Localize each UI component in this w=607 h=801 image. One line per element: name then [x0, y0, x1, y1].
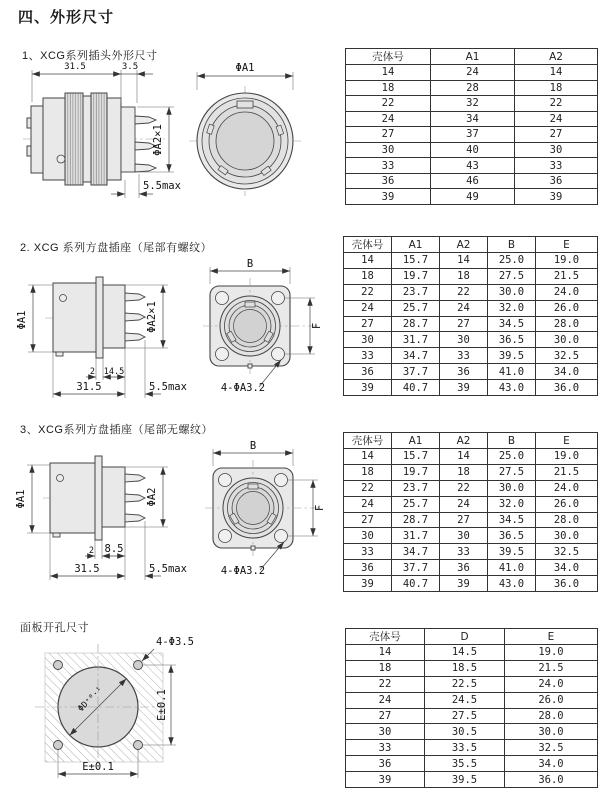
table-cell: 30.0 — [536, 528, 598, 544]
table-cell: 39 — [440, 576, 488, 592]
table-cell: 18 — [440, 268, 488, 284]
table-cell: 24.0 — [536, 284, 598, 300]
table-cell: 36 — [344, 364, 392, 380]
table-cell: 27 — [344, 316, 392, 332]
table-row — [346, 189, 598, 205]
table-cell: 27 — [440, 512, 488, 528]
table-row — [346, 676, 598, 692]
table-cell: 14 — [346, 65, 431, 81]
table-cell: 39 — [440, 380, 488, 396]
table-row — [346, 708, 598, 724]
table-cell: 32 — [431, 96, 515, 112]
table-cell: 22 — [346, 676, 425, 692]
table-cell: 22.5 — [425, 676, 505, 692]
table-cell: 34.7 — [392, 544, 440, 560]
table-cell: 36 — [515, 173, 598, 189]
table-cell: 39 — [344, 576, 392, 592]
dim-phiA1 — [197, 62, 293, 90]
dim-label-3-5: 3.5 — [121, 62, 139, 72]
table-cell: 27.5 — [488, 268, 536, 284]
table-cell: 40 — [431, 142, 515, 158]
table-cell: 36 — [440, 364, 488, 380]
table-cell: 14 — [344, 253, 392, 269]
dim-label-phiA1: ΦA1 — [16, 310, 28, 330]
table-cell: 28.0 — [505, 708, 598, 724]
table-cell: 32.0 — [488, 300, 536, 316]
table-cell: 46 — [431, 173, 515, 189]
table-cell: 32.0 — [488, 496, 536, 512]
data-table — [345, 48, 598, 205]
table-cell: 36.0 — [536, 380, 598, 396]
table-row — [346, 692, 598, 708]
table-cell: 32.5 — [536, 544, 598, 560]
table-row — [346, 142, 598, 158]
column-header: E — [505, 629, 598, 645]
table-row — [346, 724, 598, 740]
table-cell: 24.0 — [536, 480, 598, 496]
table-cell: 27.5 — [488, 464, 536, 480]
dim-label-phiA1: ΦA1 — [15, 489, 27, 509]
data-table — [345, 628, 598, 788]
table-cell: 15.7 — [392, 253, 440, 269]
table-cell: 25.7 — [392, 496, 440, 512]
dim-label-5-5max: 5.5max — [149, 563, 187, 575]
table-row — [344, 253, 598, 269]
table-cell: 22 — [346, 96, 431, 112]
section-1-title: 1、XCG系列插头外形尺寸 — [22, 50, 158, 62]
table-cell: 33.5 — [425, 740, 505, 756]
table-cell: 30.0 — [488, 284, 536, 300]
socket-side-view — [53, 277, 145, 358]
column-header: 壳体号 — [344, 433, 392, 449]
table-cell: 24 — [440, 300, 488, 316]
dim-label-5-5max: 5.5max — [143, 180, 181, 192]
table-header-row — [344, 433, 598, 449]
table-cell: 33 — [346, 158, 431, 174]
table-row — [346, 645, 598, 661]
table-cell: 19.0 — [536, 253, 598, 269]
table-cell: 24 — [344, 300, 392, 316]
table-row — [344, 576, 598, 592]
table-cell: 19.0 — [505, 645, 598, 661]
table-cell: 24 — [431, 65, 515, 81]
dim-label-F: F — [311, 322, 323, 330]
dim-label-F: F — [314, 504, 326, 512]
table-cell: 30.0 — [505, 724, 598, 740]
table-cell: 14 — [515, 65, 598, 81]
table-cell: 43.0 — [488, 576, 536, 592]
table-row — [346, 756, 598, 772]
table-cell: 39.5 — [425, 772, 505, 788]
table-cell: 24.0 — [505, 676, 598, 692]
dim-label-phiA2x1: ΦA2×1 — [152, 124, 164, 156]
table-header-row — [346, 49, 598, 65]
panel-cutout-view — [35, 644, 165, 770]
table-row — [344, 332, 598, 348]
table-cell: 43 — [431, 158, 515, 174]
table-cell: 21.5 — [505, 660, 598, 676]
table-cell: 34.0 — [536, 364, 598, 380]
section-3-title: 3、XCG系列方盘插座（尾部无螺纹） — [20, 424, 213, 436]
table-cell: 24 — [515, 111, 598, 127]
table-cell: 28.0 — [536, 316, 598, 332]
table-cell: 27 — [440, 316, 488, 332]
column-header: A2 — [440, 237, 488, 253]
column-header: B — [488, 237, 536, 253]
table-row — [344, 528, 598, 544]
table-cell: 22 — [344, 480, 392, 496]
plug-front-view — [189, 86, 301, 196]
dim-label-8-5: 8.5 — [104, 543, 124, 555]
table-cell: 31.7 — [392, 332, 440, 348]
column-header: A2 — [440, 433, 488, 449]
dim-label-E-right: E±0.1 — [156, 689, 168, 721]
table-header-row — [346, 629, 598, 645]
table-cell: 15.7 — [392, 449, 440, 465]
table-cell: 34.5 — [488, 316, 536, 332]
dim-label-B: B — [249, 440, 257, 452]
table-cell: 27 — [346, 708, 425, 724]
section-4-table — [345, 628, 597, 788]
table-cell: 39 — [344, 380, 392, 396]
table-row — [344, 380, 598, 396]
table-cell: 18.5 — [425, 660, 505, 676]
table-cell: 30 — [440, 332, 488, 348]
table-cell: 19.7 — [392, 268, 440, 284]
table-cell: 39 — [346, 772, 425, 788]
table-cell: 49 — [431, 189, 515, 205]
column-header: A1 — [431, 49, 515, 65]
table-cell: 18 — [346, 80, 431, 96]
table-cell: 40.7 — [392, 576, 440, 592]
table-row — [344, 268, 598, 284]
section-3-drawing — [15, 438, 335, 603]
table-cell: 32.5 — [505, 740, 598, 756]
data-table — [343, 236, 598, 396]
table-cell: 22 — [440, 480, 488, 496]
table-row — [344, 449, 598, 465]
table-cell: 23.7 — [392, 284, 440, 300]
table-row — [346, 80, 598, 96]
table-cell: 14.5 — [425, 645, 505, 661]
table-cell: 34.5 — [488, 512, 536, 528]
table-row — [344, 364, 598, 380]
table-cell: 27 — [346, 127, 431, 143]
table-cell: 30 — [346, 142, 431, 158]
dim-label-4-phiA3-2: 4-ΦA3.2 — [220, 382, 266, 394]
dim-label-phiA2: ΦA2 — [146, 487, 158, 507]
table-row — [344, 464, 598, 480]
table-row — [346, 772, 598, 788]
column-header: B — [488, 433, 536, 449]
table-row — [344, 300, 598, 316]
section-3-table — [343, 432, 597, 592]
socket-side-view — [50, 456, 145, 540]
table-cell: 40.7 — [392, 380, 440, 396]
table-cell: 30 — [515, 142, 598, 158]
dim-label-phiD: ΦD⁺⁰·¹ — [76, 685, 105, 714]
table-cell: 25.0 — [488, 449, 536, 465]
table-cell: 18 — [515, 80, 598, 96]
table-cell: 33 — [515, 158, 598, 174]
table-cell: 27 — [515, 127, 598, 143]
table-cell: 37 — [431, 127, 515, 143]
table-row — [346, 127, 598, 143]
table-cell: 28.7 — [392, 512, 440, 528]
table-row — [344, 480, 598, 496]
table-cell: 39 — [346, 189, 431, 205]
table-cell: 32.5 — [536, 348, 598, 364]
table-row — [344, 316, 598, 332]
table-cell: 33 — [344, 544, 392, 560]
dim-label-B: B — [246, 258, 254, 270]
table-cell: 21.5 — [536, 464, 598, 480]
dim-label-14-5: 14.5 — [103, 367, 125, 377]
table-cell: 26.0 — [505, 692, 598, 708]
table-cell: 36 — [346, 173, 431, 189]
dim-label-4-phi3-5: 4-Φ3.5 — [156, 636, 194, 648]
table-cell: 34.0 — [536, 560, 598, 576]
socket-front-view — [205, 460, 320, 556]
table-cell: 36 — [344, 560, 392, 576]
dim-label-4-phiA3-2: 4-ΦA3.2 — [220, 565, 266, 577]
table-row — [344, 544, 598, 560]
table-cell: 41.0 — [488, 560, 536, 576]
table-row — [346, 740, 598, 756]
table-cell: 36.0 — [536, 576, 598, 592]
table-cell: 22 — [440, 284, 488, 300]
column-header: E — [536, 433, 598, 449]
table-cell: 33 — [440, 348, 488, 364]
table-cell: 28.7 — [392, 316, 440, 332]
table-cell: 30.5 — [425, 724, 505, 740]
dim-label-5-5max: 5.5max — [149, 381, 187, 393]
table-cell: 23.7 — [392, 480, 440, 496]
dim-label-31-5: 31.5 — [76, 381, 102, 393]
table-cell: 36.5 — [488, 332, 536, 348]
table-cell: 25.0 — [488, 253, 536, 269]
table-row — [346, 158, 598, 174]
table-cell: 24 — [346, 111, 431, 127]
table-cell: 25.7 — [392, 300, 440, 316]
table-cell: 26.0 — [536, 496, 598, 512]
table-cell: 24 — [344, 496, 392, 512]
column-header: A1 — [392, 433, 440, 449]
dim-label-phiA1: ΦA1 — [235, 62, 255, 74]
table-cell: 36 — [346, 756, 425, 772]
table-cell: 30.0 — [536, 332, 598, 348]
table-cell: 18 — [344, 268, 392, 284]
dim-label-31-5: 31.5 — [64, 62, 86, 72]
table-cell: 30.0 — [488, 480, 536, 496]
table-cell: 28.0 — [536, 512, 598, 528]
dim-label-phiA2x1: ΦA2×1 — [146, 301, 158, 333]
table-cell: 35.5 — [425, 756, 505, 772]
table-row — [344, 496, 598, 512]
table-row — [344, 284, 598, 300]
section-2-drawing — [15, 258, 335, 408]
table-cell: 39.5 — [488, 544, 536, 560]
section-1-drawing — [15, 56, 335, 216]
section-4-drawing — [15, 628, 265, 798]
table-cell: 33 — [346, 740, 425, 756]
table-cell: 36 — [440, 560, 488, 576]
table-cell: 14 — [440, 449, 488, 465]
table-cell: 33 — [344, 348, 392, 364]
column-header: A1 — [392, 237, 440, 253]
table-cell: 24.5 — [425, 692, 505, 708]
table-cell: 22 — [344, 284, 392, 300]
table-cell: 34 — [431, 111, 515, 127]
table-cell: 31.7 — [392, 528, 440, 544]
section-2-table — [343, 236, 597, 396]
table-row — [346, 65, 598, 81]
dim-label-2: 2 — [89, 367, 95, 377]
column-header: D — [425, 629, 505, 645]
table-cell: 19.0 — [536, 449, 598, 465]
table-cell: 30 — [344, 332, 392, 348]
dim-phiA1 — [15, 465, 50, 533]
table-row — [346, 173, 598, 189]
section-1-table — [345, 48, 597, 205]
table-cell: 21.5 — [536, 268, 598, 284]
table-cell: 41.0 — [488, 364, 536, 380]
column-header: E — [536, 237, 598, 253]
table-row — [346, 111, 598, 127]
table-header-row — [344, 237, 598, 253]
table-cell: 36.5 — [488, 528, 536, 544]
data-table — [343, 432, 598, 592]
table-cell: 18 — [346, 660, 425, 676]
table-cell: 14 — [346, 645, 425, 661]
section-4-title: 面板开孔尺寸 — [20, 622, 89, 634]
table-cell: 37.7 — [392, 560, 440, 576]
column-header: 壳体号 — [346, 629, 425, 645]
table-cell: 30 — [440, 528, 488, 544]
table-cell: 30 — [346, 724, 425, 740]
section-2-title: 2. XCG 系列方盘插座（尾部有螺纹） — [20, 242, 213, 254]
column-header: 壳体号 — [346, 49, 431, 65]
table-cell: 30 — [344, 528, 392, 544]
table-cell: 27 — [344, 512, 392, 528]
table-cell: 14 — [344, 449, 392, 465]
page-title: 四、外形尺寸 — [18, 9, 115, 26]
table-cell: 34.7 — [392, 348, 440, 364]
table-cell: 36.0 — [505, 772, 598, 788]
table-cell: 37.7 — [392, 364, 440, 380]
table-cell: 19.7 — [392, 464, 440, 480]
table-cell: 43.0 — [488, 380, 536, 396]
table-row — [346, 660, 598, 676]
column-header: 壳体号 — [344, 237, 392, 253]
table-row — [344, 560, 598, 576]
table-cell: 24 — [440, 496, 488, 512]
table-cell: 33 — [440, 544, 488, 560]
table-cell: 24 — [346, 692, 425, 708]
socket-front-view — [203, 278, 317, 374]
table-row — [344, 348, 598, 364]
table-cell: 22 — [515, 96, 598, 112]
column-header: A2 — [515, 49, 598, 65]
table-cell: 34.0 — [505, 756, 598, 772]
table-row — [344, 512, 598, 528]
dim-label-31-5: 31.5 — [74, 563, 100, 575]
table-cell: 39 — [515, 189, 598, 205]
dim-label-E-bottom: E±0.1 — [82, 761, 114, 773]
table-cell: 39.5 — [488, 348, 536, 364]
dim-phiA1 — [16, 285, 53, 352]
table-cell: 28 — [431, 80, 515, 96]
table-cell: 18 — [344, 464, 392, 480]
table-row — [346, 96, 598, 112]
table-cell: 18 — [440, 464, 488, 480]
dim-label-2: 2 — [88, 546, 94, 556]
table-cell: 14 — [440, 253, 488, 269]
table-cell: 27.5 — [425, 708, 505, 724]
table-cell: 26.0 — [536, 300, 598, 316]
